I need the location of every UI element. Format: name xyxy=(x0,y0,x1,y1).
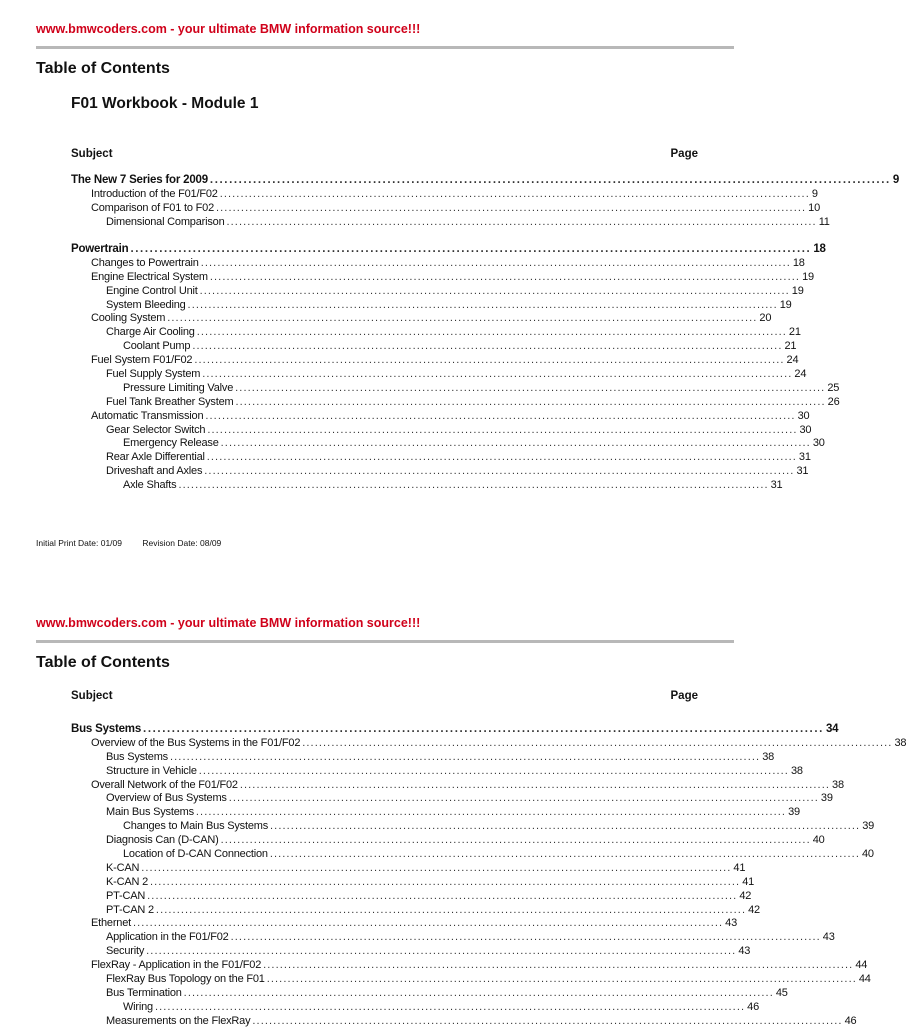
entry-page: 40 xyxy=(862,848,874,861)
entry-page: 44 xyxy=(855,959,868,972)
toc-entry[interactable] xyxy=(71,848,874,862)
entry-page: 21 xyxy=(788,326,801,339)
dot-leader: .............................................................................................................................................. xyxy=(192,340,783,353)
toc-entry[interactable] xyxy=(71,409,810,424)
dot-leader: .............................................................................................................................................. xyxy=(230,931,821,944)
entry-page: 31 xyxy=(798,451,811,464)
dot-leader: .............................................................................................................................................. xyxy=(178,479,769,492)
entry-title: Comparison of F01 to F02 xyxy=(91,201,214,214)
entry-page: 45 xyxy=(775,986,788,999)
print-info-footer xyxy=(36,538,221,548)
entry-page: 39 xyxy=(862,820,875,833)
entry-title: System Bleeding xyxy=(106,298,186,311)
dot-leader: .............................................................................................................................................. xyxy=(200,256,791,269)
header-divider xyxy=(36,640,734,643)
entry-page: 9 xyxy=(811,187,818,200)
dot-leader: .............................................................................................................................................. xyxy=(147,889,738,902)
entry-title: Overall Network of the F01/F02 xyxy=(91,778,238,791)
toc-entry[interactable] xyxy=(71,764,803,779)
entry-page: 39 xyxy=(820,792,833,805)
entry-title: Security xyxy=(106,945,145,958)
dot-leader: .............................................................................................................................................. xyxy=(154,1000,746,1013)
dot-leader: .............................................................................................................................................. xyxy=(266,973,857,986)
dot-leader: .............................................................................................................................................. xyxy=(130,243,812,255)
dot-leader: .............................................................................................................................................. xyxy=(209,270,801,283)
toc-entry[interactable] xyxy=(71,437,825,451)
page-header: Page xyxy=(670,148,698,160)
toc-section-new-7-series xyxy=(71,174,900,230)
dot-leader: .............................................................................................................................................. xyxy=(204,465,795,478)
dot-leader: .............................................................................................................................................. xyxy=(215,201,807,214)
page-title: Table of Contents xyxy=(36,60,170,77)
toc-entry[interactable] xyxy=(71,326,801,340)
entry-page: 31 xyxy=(796,465,809,478)
page-title: Table of Contents xyxy=(36,654,170,671)
dot-leader: .............................................................................................................................................. xyxy=(270,820,861,833)
entry-page: 31 xyxy=(770,479,783,492)
entry-page: 41 xyxy=(733,861,746,874)
toc-entry[interactable] xyxy=(71,917,738,931)
dot-leader: .............................................................................................................................................. xyxy=(220,437,811,450)
column-headers xyxy=(71,690,698,702)
dot-leader: .............................................................................................................................................. xyxy=(141,861,732,874)
entry-page: 38 xyxy=(894,736,906,749)
dot-leader: .............................................................................................................................................. xyxy=(187,298,778,311)
entry-page: 20 xyxy=(759,312,772,325)
toc-entry[interactable] xyxy=(71,903,760,918)
entry-title: Driveshaft and Axles xyxy=(106,465,203,478)
dot-leader: .............................................................................................................................................. xyxy=(252,1014,843,1027)
entry-page: 39 xyxy=(788,806,800,819)
entry-title: Cooling System xyxy=(91,312,166,325)
entry-title: Dimensional Comparison xyxy=(106,215,225,228)
entry-page: 24 xyxy=(794,368,807,381)
entry-page: 43 xyxy=(822,931,835,944)
entry-page: 46 xyxy=(747,1000,759,1013)
subject-header: Subject xyxy=(71,148,113,160)
toc-entry[interactable] xyxy=(71,479,783,493)
dot-leader: .............................................................................................................................................. xyxy=(269,848,860,861)
entry-page: 42 xyxy=(748,903,760,916)
entry-title: Axle Shafts xyxy=(123,479,177,492)
toc-entry[interactable] xyxy=(71,986,788,1001)
initial-print-date: Initial Print Date: 01/09 xyxy=(36,538,122,548)
toc-entry[interactable] xyxy=(71,187,818,202)
toc-entry[interactable] xyxy=(71,931,835,945)
entry-page: 43 xyxy=(725,917,738,930)
toc-entry[interactable] xyxy=(71,340,797,354)
dot-leader: .............................................................................................................................................. xyxy=(220,834,811,847)
toc-entry[interactable] xyxy=(71,959,868,973)
entry-page: 11 xyxy=(818,215,830,228)
entry-title: Introduction of the F01/F02 xyxy=(91,187,218,200)
entry-page: 43 xyxy=(738,945,751,958)
toc-entry[interactable] xyxy=(71,451,811,465)
entry-title: Coolant Pump xyxy=(123,340,191,353)
toc-entry[interactable] xyxy=(71,806,800,820)
toc-entry[interactable] xyxy=(71,792,833,806)
toc-entry[interactable] xyxy=(71,423,812,438)
entry-page: 9 xyxy=(892,174,900,186)
dot-leader: .............................................................................................................................................. xyxy=(219,187,810,200)
entry-page: 24 xyxy=(786,354,799,367)
dot-leader: .............................................................................................................................................. xyxy=(302,736,893,749)
dot-leader: .............................................................................................................................................. xyxy=(170,750,761,763)
entry-page: 18 xyxy=(813,243,826,255)
toc-entry[interactable] xyxy=(71,723,839,737)
entry-title: K-CAN xyxy=(106,861,140,874)
entry-page: 46 xyxy=(844,1014,857,1027)
toc-entry[interactable] xyxy=(71,298,792,313)
entry-title: Bus Systems xyxy=(71,723,142,735)
toc-entry[interactable] xyxy=(71,243,826,257)
toc-entry[interactable] xyxy=(71,312,772,326)
toc-entry[interactable] xyxy=(71,778,844,793)
entry-page: 34 xyxy=(825,723,839,735)
entry-title: Overview of the Bus Systems in the F01/F02 xyxy=(91,736,301,749)
entry-title: PT-CAN xyxy=(106,889,146,902)
entry-page: 18 xyxy=(792,256,805,269)
dot-leader: .............................................................................................................................................. xyxy=(207,423,798,436)
entry-title: Ethernet xyxy=(91,917,131,930)
site-banner[interactable]: www.bmwcoders.com - your ultimate BMW information source!!! xyxy=(36,22,421,36)
toc-entry[interactable] xyxy=(71,381,840,396)
entry-page: 10 xyxy=(808,201,821,214)
entry-title: Engine Control Unit xyxy=(106,284,198,297)
dot-leader: .............................................................................................................................................. xyxy=(209,174,891,186)
toc-entry[interactable] xyxy=(71,368,807,382)
dot-leader: .............................................................................................................................................. xyxy=(206,451,797,464)
site-banner[interactable]: www.bmwcoders.com - your ultimate BMW information source!!! xyxy=(36,616,421,630)
toc-entry[interactable] xyxy=(71,201,821,216)
entry-page: 19 xyxy=(791,284,804,297)
dot-leader: .............................................................................................................................................. xyxy=(202,368,793,381)
module-title: F01 Workbook - Module 1 xyxy=(71,95,259,112)
toc-entry[interactable] xyxy=(71,395,840,410)
dot-leader: .............................................................................................................................................. xyxy=(195,806,787,819)
dot-leader: .............................................................................................................................................. xyxy=(263,959,854,972)
dot-leader: .............................................................................................................................................. xyxy=(167,312,758,325)
toc-section-powertrain xyxy=(71,243,840,493)
entry-title: Pressure Limiting Valve xyxy=(123,381,234,394)
toc-entry[interactable] xyxy=(71,750,775,765)
dot-leader: .............................................................................................................................................. xyxy=(194,354,785,367)
entry-title: Bus Termination xyxy=(106,986,182,999)
toc-page-2 xyxy=(0,594,906,1027)
entry-title: Location of D-CAN Connection xyxy=(123,848,268,861)
toc-entry[interactable] xyxy=(71,834,825,848)
entry-title: Engine Electrical System xyxy=(91,270,208,283)
toc-entry[interactable] xyxy=(71,354,799,368)
dot-leader: .............................................................................................................................................. xyxy=(199,284,790,297)
entry-page: 44 xyxy=(858,973,871,986)
entry-title: Charge Air Cooling xyxy=(106,326,195,339)
toc-entry[interactable] xyxy=(71,465,809,479)
entry-title: Gear Selector Switch xyxy=(106,423,206,436)
toc-entry[interactable] xyxy=(71,889,752,904)
toc-entry[interactable] xyxy=(71,270,814,285)
entry-title: Automatic Transmission xyxy=(91,409,204,422)
entry-title: Diagnosis Can (D-CAN) xyxy=(106,834,219,847)
dot-leader: .............................................................................................................................................. xyxy=(183,986,774,999)
entry-title: Overview of Bus Systems xyxy=(106,792,227,805)
column-headers xyxy=(71,148,698,160)
entry-page: 38 xyxy=(762,750,775,763)
entry-page: 30 xyxy=(799,423,812,436)
dot-leader: .............................................................................................................................................. xyxy=(132,917,724,930)
dot-leader: .............................................................................................................................................. xyxy=(235,395,826,408)
dot-leader: .............................................................................................................................................. xyxy=(239,778,831,791)
entry-title: Fuel Tank Breather System xyxy=(106,395,234,408)
dot-leader: .............................................................................................................................................. xyxy=(155,903,747,916)
entry-title: Powertrain xyxy=(71,243,129,255)
toc-entry[interactable] xyxy=(71,973,871,987)
entry-page: 38 xyxy=(832,778,844,791)
entry-title: PT-CAN 2 xyxy=(106,903,154,916)
entry-title: FlexRay - Application in the F01/F02 xyxy=(91,959,262,972)
toc-entry[interactable] xyxy=(71,875,755,890)
toc-entry[interactable] xyxy=(71,945,751,959)
entry-title: Fuel System F01/F02 xyxy=(91,354,193,367)
entry-page: 26 xyxy=(827,395,840,408)
revision-date: Revision Date: 08/09 xyxy=(142,538,222,548)
dot-leader: .............................................................................................................................................. xyxy=(146,945,737,958)
dot-leader: .............................................................................................................................................. xyxy=(235,381,826,394)
dot-leader: .............................................................................................................................................. xyxy=(205,409,796,422)
entry-title: Measurements on the FlexRay xyxy=(106,1014,251,1027)
toc-entry[interactable] xyxy=(71,1000,759,1015)
toc-entry[interactable] xyxy=(71,284,804,299)
header-divider xyxy=(36,46,734,49)
dot-leader: .............................................................................................................................................. xyxy=(228,792,819,805)
entry-title: Changes to Main Bus Systems xyxy=(123,820,269,833)
toc-entry[interactable] xyxy=(71,820,875,834)
entry-title: Structure in Vehicle xyxy=(106,764,197,777)
entry-page: 40 xyxy=(812,834,825,847)
entry-title: Emergency Release xyxy=(123,437,219,450)
toc-entry[interactable] xyxy=(71,174,900,188)
toc-entry[interactable] xyxy=(71,215,830,230)
entry-page: 19 xyxy=(802,270,814,283)
page-header: Page xyxy=(670,690,698,702)
entry-page: 41 xyxy=(742,875,755,888)
entry-title: Bus Systems xyxy=(106,750,168,763)
toc-entry[interactable] xyxy=(71,861,746,876)
entry-page: 21 xyxy=(784,340,797,353)
dot-leader: .............................................................................................................................................. xyxy=(150,875,741,888)
toc-entry[interactable] xyxy=(71,736,906,751)
entry-page: 38 xyxy=(790,764,803,777)
entry-title: K-CAN 2 xyxy=(106,875,148,888)
toc-entry[interactable] xyxy=(71,1014,857,1029)
entry-page: 42 xyxy=(739,889,752,902)
entry-title: Changes to Powertrain xyxy=(91,256,199,269)
entry-title: Main Bus Systems xyxy=(106,806,194,819)
dot-leader: .............................................................................................................................................. xyxy=(143,723,824,735)
entry-title: Fuel Supply System xyxy=(106,368,201,381)
subject-header: Subject xyxy=(71,690,113,702)
entry-title: Wiring xyxy=(123,1000,153,1013)
entry-page: 25 xyxy=(827,381,840,394)
dot-leader: .............................................................................................................................................. xyxy=(196,326,787,339)
dot-leader: .............................................................................................................................................. xyxy=(198,764,789,777)
entry-title: Application in the F01/F02 xyxy=(106,931,229,944)
entry-page: 30 xyxy=(812,437,825,450)
entry-page: 19 xyxy=(779,298,792,311)
toc-section-bus-systems xyxy=(71,723,906,1029)
dot-leader: .............................................................................................................................................. xyxy=(226,215,817,228)
entry-title: FlexRay Bus Topology on the F01 xyxy=(106,973,265,986)
entry-page: 30 xyxy=(797,409,810,422)
toc-entry[interactable] xyxy=(71,256,805,271)
entry-title: Rear Axle Differential xyxy=(106,451,205,464)
entry-title: The New 7 Series for 2009 xyxy=(71,174,208,186)
